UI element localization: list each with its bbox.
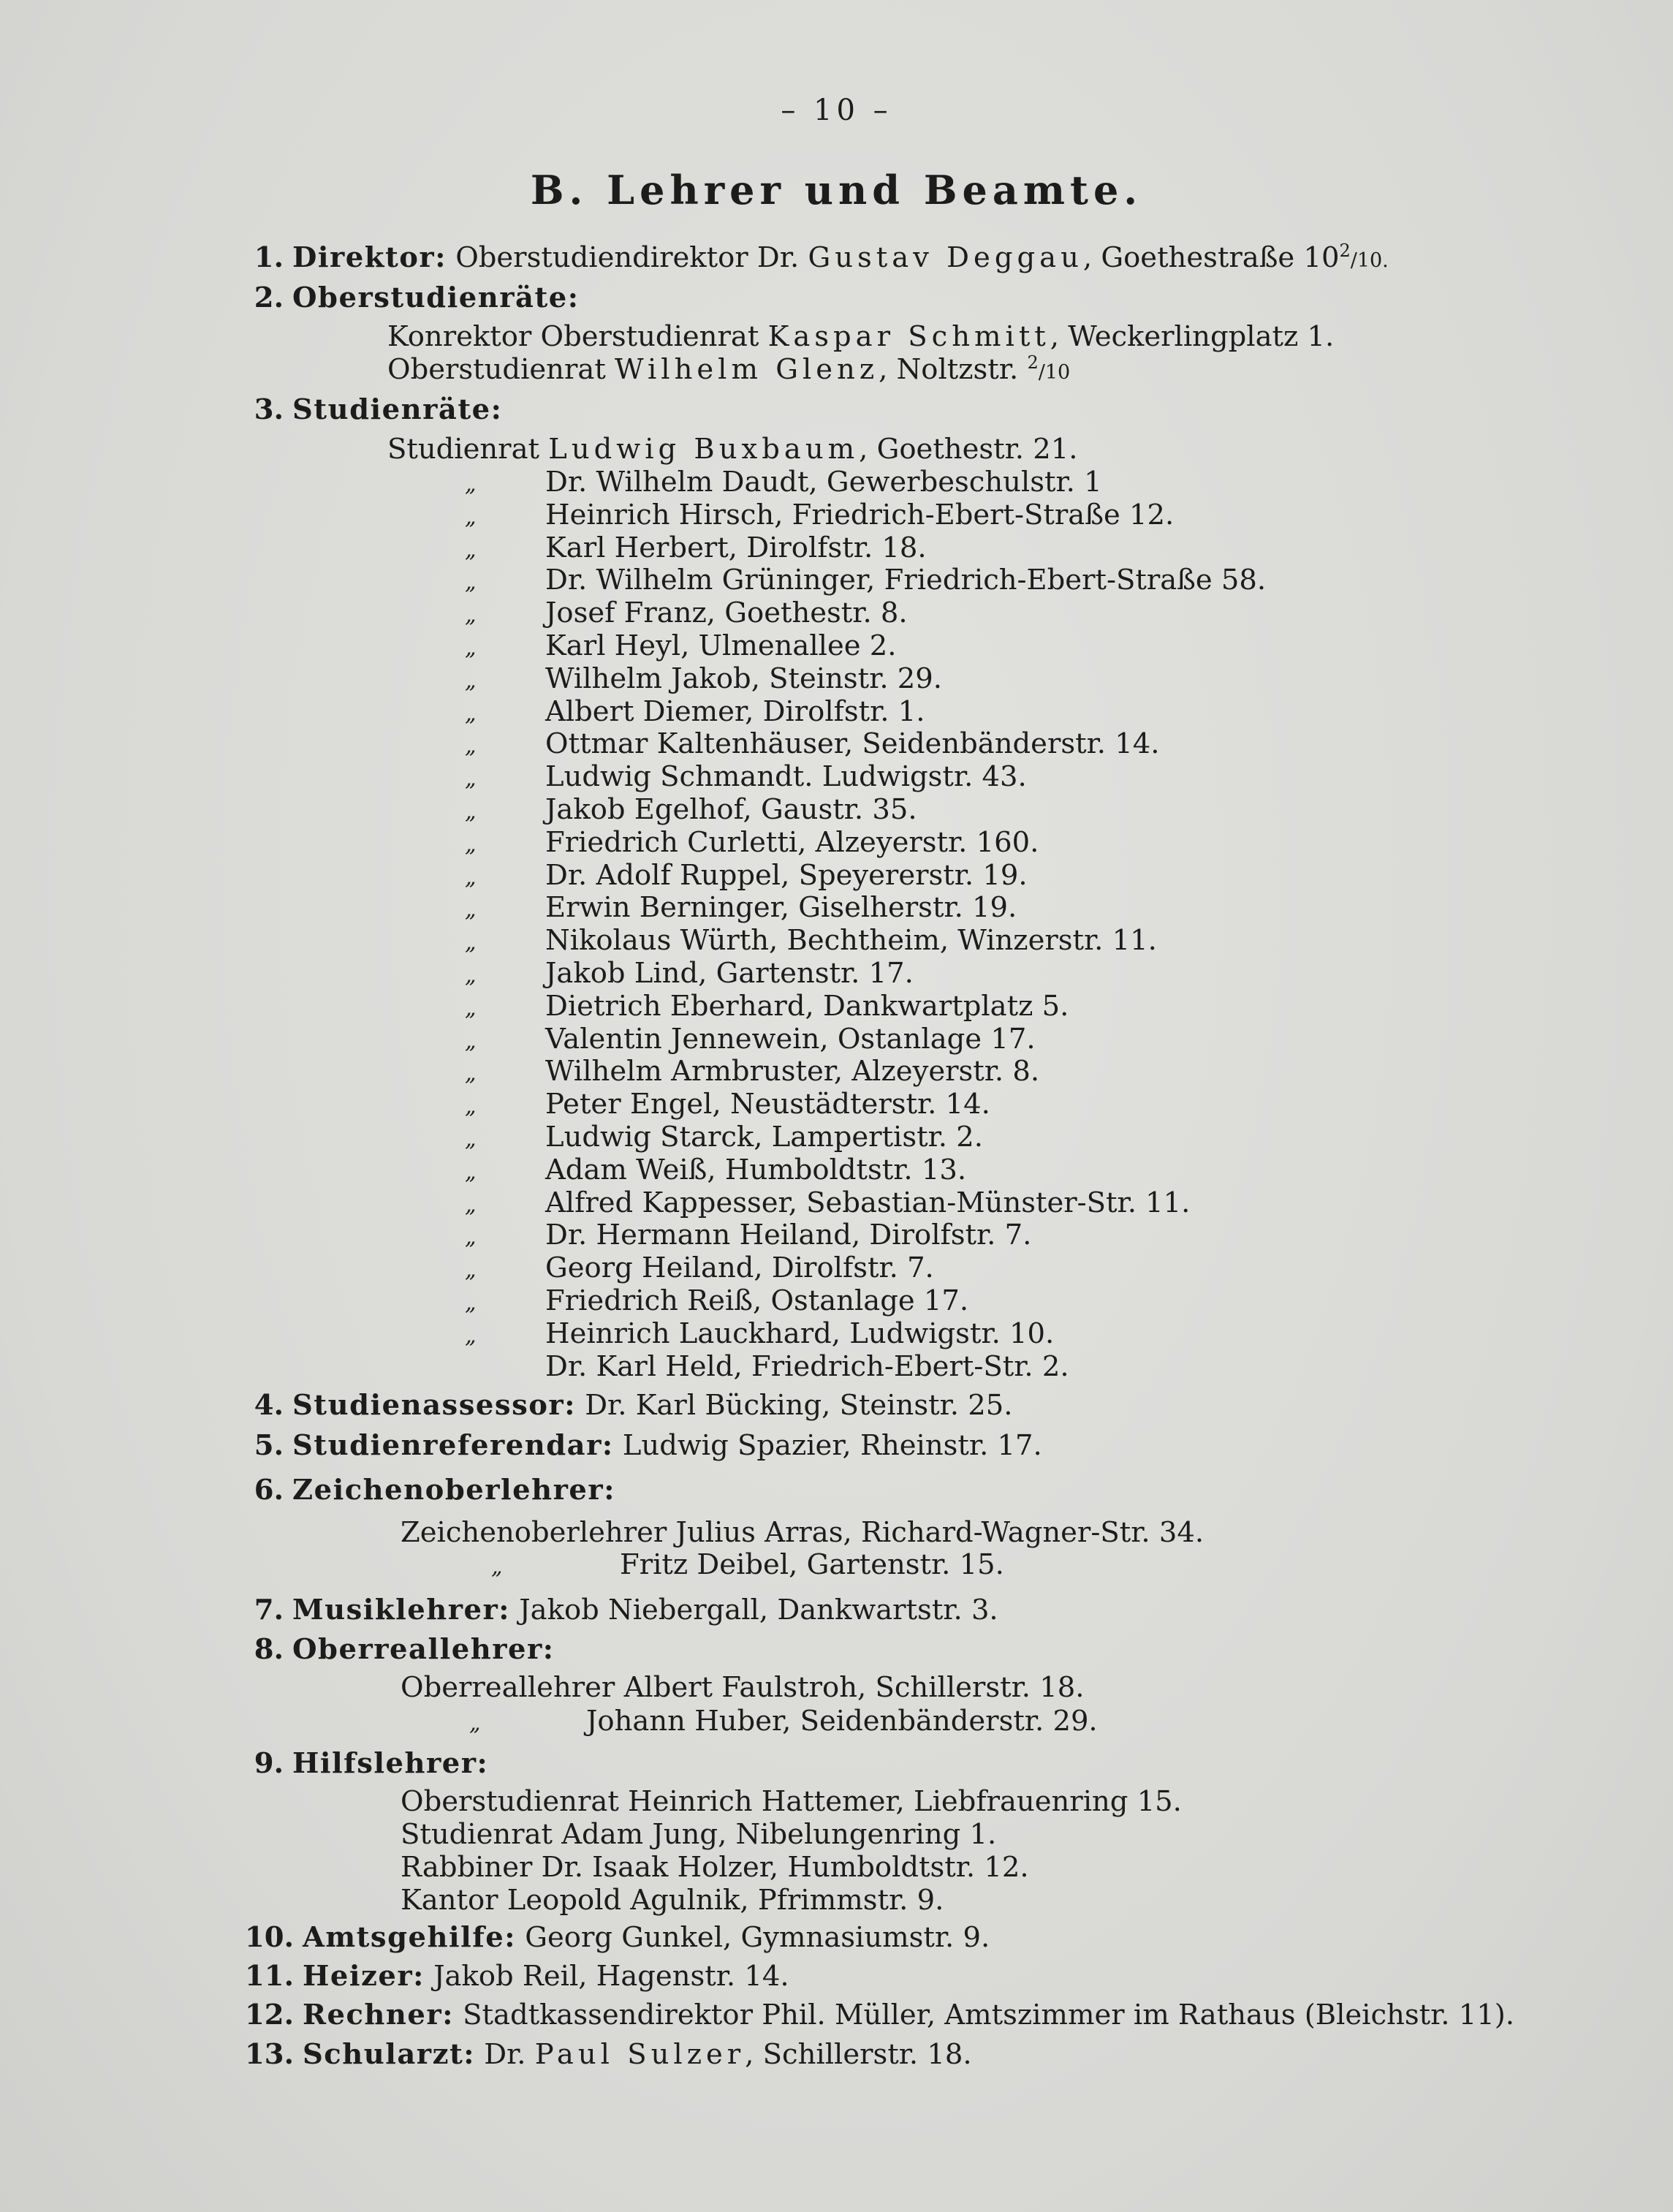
section-amtsgehilfe: 10. Amtsgehilfe: Georg Gunkel, Gymnasiumstr. 9. [245,1921,990,1954]
ditto-mark: „ [465,667,477,694]
section-schularzt: 13. Schularzt: Dr. Paul Sulzer, Schillerstr. 18. [245,2038,972,2071]
list-item: Nikolaus Würth, Bechtheim, Winzerstr. 11. [545,924,1157,958]
ditto-mark: „ [465,1061,477,1087]
person-name: Ludwig Buxbaum [548,433,860,466]
list-item: Wilhelm Armbruster, Alzeyerstr. 8. [545,1055,1040,1088]
ditto-mark: „ [465,963,477,988]
list-item: Karl Heyl, Ulmenallee 2. [545,629,897,662]
ditto-mark: „ [465,1192,477,1218]
ditto-mark: „ [465,864,477,890]
list-item: Zeichenoberlehrer Julius Arras, Richard-Wagner-Str. 34. [401,1516,1205,1549]
section-heading: Heizer: [303,1960,425,1993]
list-item: Dr. Wilhelm Grüninger, Friedrich-Ebert-Straße 58. [545,564,1267,597]
list-item: Friedrich Reiß, Ostanlage 17. [545,1284,969,1317]
section-heading: Studienräte: [292,393,503,426]
list-item: Johann Huber, Seidenbänderstr. 29. [586,1705,1098,1738]
person-name: Gustav Deggau [808,241,1083,274]
list-item: Erwin Berninger, Giselherstr. 19. [545,891,1017,925]
section-direktor: 1. Direktor: Oberstudiendirektor Dr. Gustav Deggau, Goethestraße $10^2/10$. [254,240,1389,274]
section-heading: Oberreallehrer: [292,1633,555,1666]
ditto-mark: „ [465,1159,477,1185]
ditto-mark: „ [465,635,477,661]
list-item: Jakob Egelhof, Gaustr. 35. [545,793,917,826]
section-rechner: 12. Rechner: Stadtkassendirektor Phil. Müller, Amtszimmer im Rathaus (Bleichstr. 11). [245,1999,1514,2031]
list-item: Dietrich Eberhard, Dankwartplatz 5. [545,989,1069,1023]
ditto-mark: „ [465,537,477,563]
section-heading: Studienreferendar: [292,1429,614,1462]
section-heading: Rechner: [303,1999,454,2031]
list-item: Heinrich Hirsch, Friedrich-Ebert-Straße 12. [545,498,1175,531]
ditto-mark: „ [465,1257,477,1284]
section-heizer: 11. Heizer: Jakob Reil, Hagenstr. 14. [245,1960,789,1993]
section-studienreferendar: 5. Studienreferendar: Ludwig Spazier, Rheinstr. 17. [254,1429,1042,1462]
list-item: Adam Weiß, Humboldtstr. 13. [545,1153,967,1186]
list-item: Valentin Jennewein, Ostanlage 17. [545,1022,1036,1056]
section-heading: Schularzt: [303,2038,475,2071]
list-item: Dr. Adolf Ruppel, Speyererstr. 19. [545,858,1028,892]
ditto-mark: „ [465,1224,477,1251]
ditto-mark: „ [465,766,477,792]
list-item: Dr. Karl Held, Friedrich-Ebert-Str. 2. [545,1349,1069,1383]
list-item: Karl Herbert, Dirolfstr. 18. [545,531,927,564]
list-item: Ottmar Kaltenhäuser, Seidenbänderstr. 14. [545,727,1160,761]
list-item: Fritz Deibel, Gartenstr. 15. [620,1548,1004,1581]
section-oberstudienraete: 2. Oberstudienräte: [254,281,580,314]
section-heading: Amtsgehilfe: [303,1921,516,1954]
list-item: Georg Heiland, Dirolfstr. 7. [545,1251,934,1285]
section-heading: Oberstudienräte: [292,281,580,314]
section-studienraete: 3. Studienräte: [254,393,503,426]
ditto-mark: „ [465,897,477,923]
ditto-mark: „ [465,1126,477,1152]
section-heading: Direktor: [292,241,447,274]
list-item: Albert Diemer, Dirolfstr. 1. [545,694,925,728]
list-item: Rabbiner Dr. Isaak Holzer, Humboldtstr. 12. [401,1851,1029,1884]
ditto-mark: „ [465,995,477,1021]
list-item: Wilhelm Jakob, Steinstr. 29. [545,662,943,695]
section-zeichenoberlehrer: 6. Zeichenoberlehrer: [254,1474,615,1507]
section-heading: Musiklehrer: [292,1594,510,1626]
ditto-mark: „ [465,1322,477,1349]
ditto-mark: „ [465,602,477,629]
list-item: Studienrat Adam Jung, Nibelungenring 1. [401,1818,997,1851]
list-item: Ludwig Schmandt. Ludwigstr. 43. [545,760,1027,794]
page-title: B. Lehrer und Beamte. [530,167,1143,213]
list-item: Ludwig Starck, Lampertistr. 2. [545,1121,983,1154]
list-item: Oberreallehrer Albert Faulstroh, Schillerstr. 18. [401,1671,1085,1704]
ditto-mark: „ [465,1290,477,1316]
ditto-mark: „ [465,1094,477,1120]
ditto-mark: „ [465,1028,477,1054]
section-heading: Studienassessor: [292,1389,576,1422]
ditto-mark: „ [465,700,477,727]
ditto-mark: „ [465,471,477,497]
person-name: Kaspar Schmitt [767,320,1050,353]
list-item: Jakob Lind, Gartenstr. 17. [545,957,914,990]
ditto-mark: „ [465,569,477,596]
person-name: Paul Sulzer [534,2038,746,2071]
list-item: Josef Franz, Goethestr. 8. [545,596,908,630]
list-item: Kantor Leopold Agulnik, Pfrimmstr. 9. [401,1884,944,1917]
list-item: Heinrich Lauckhard, Ludwigstr. 10. [545,1317,1055,1350]
section-hilfslehrer: 9. Hilfslehrer: [254,1747,489,1780]
ditto-mark: „ [465,930,477,956]
section-heading: Hilfslehrer: [292,1747,489,1780]
ditto-mark: „ [465,831,477,857]
page-number: – 10 – [781,94,892,127]
section-oberreallehrer: 8. Oberreallehrer: [254,1633,555,1666]
list-item: Dr. Hermann Heiland, Dirolfstr. 7. [545,1219,1032,1252]
list-item: Alfred Kappesser, Sebastian-Münster-Str. 11. [545,1186,1191,1219]
list-item: Dr. Wilhelm Daudt, Gewerbeschulstr. 1 [545,466,1102,499]
section-studienassessor: 4. Studienassessor: Dr. Karl Bücking, Steinstr. 25. [254,1389,1013,1422]
list-item: Studienrat Ludwig Buxbaum, Goethestr. 21. [387,433,1078,466]
ditto-mark: „ [469,1711,481,1736]
list-item: Oberstudienrat Heinrich Hattemer, Liebfrauenring 15. [401,1785,1182,1818]
ditto-mark: „ [491,1554,503,1580]
person-name: Wilhelm Glenz [615,353,879,386]
ditto-mark: „ [465,799,477,825]
list-item: Oberstudienrat Wilhelm Glenz, Noltzstr. $^2$/10 [387,352,1071,386]
section-musiklehrer: 7. Musiklehrer: Jakob Niebergall, Dankwartstr. 3. [254,1594,998,1626]
ditto-mark: „ [465,504,477,530]
list-item: Peter Engel, Neustädterstr. 14. [545,1088,990,1121]
list-item: Konrektor Oberstudienrat Kaspar Schmitt, Weckerlingplatz 1. [387,320,1335,353]
section-heading: Zeichenoberlehrer: [292,1474,615,1507]
ditto-mark: „ [465,733,477,760]
list-item: Friedrich Curletti, Alzeyerstr. 160. [545,825,1039,859]
